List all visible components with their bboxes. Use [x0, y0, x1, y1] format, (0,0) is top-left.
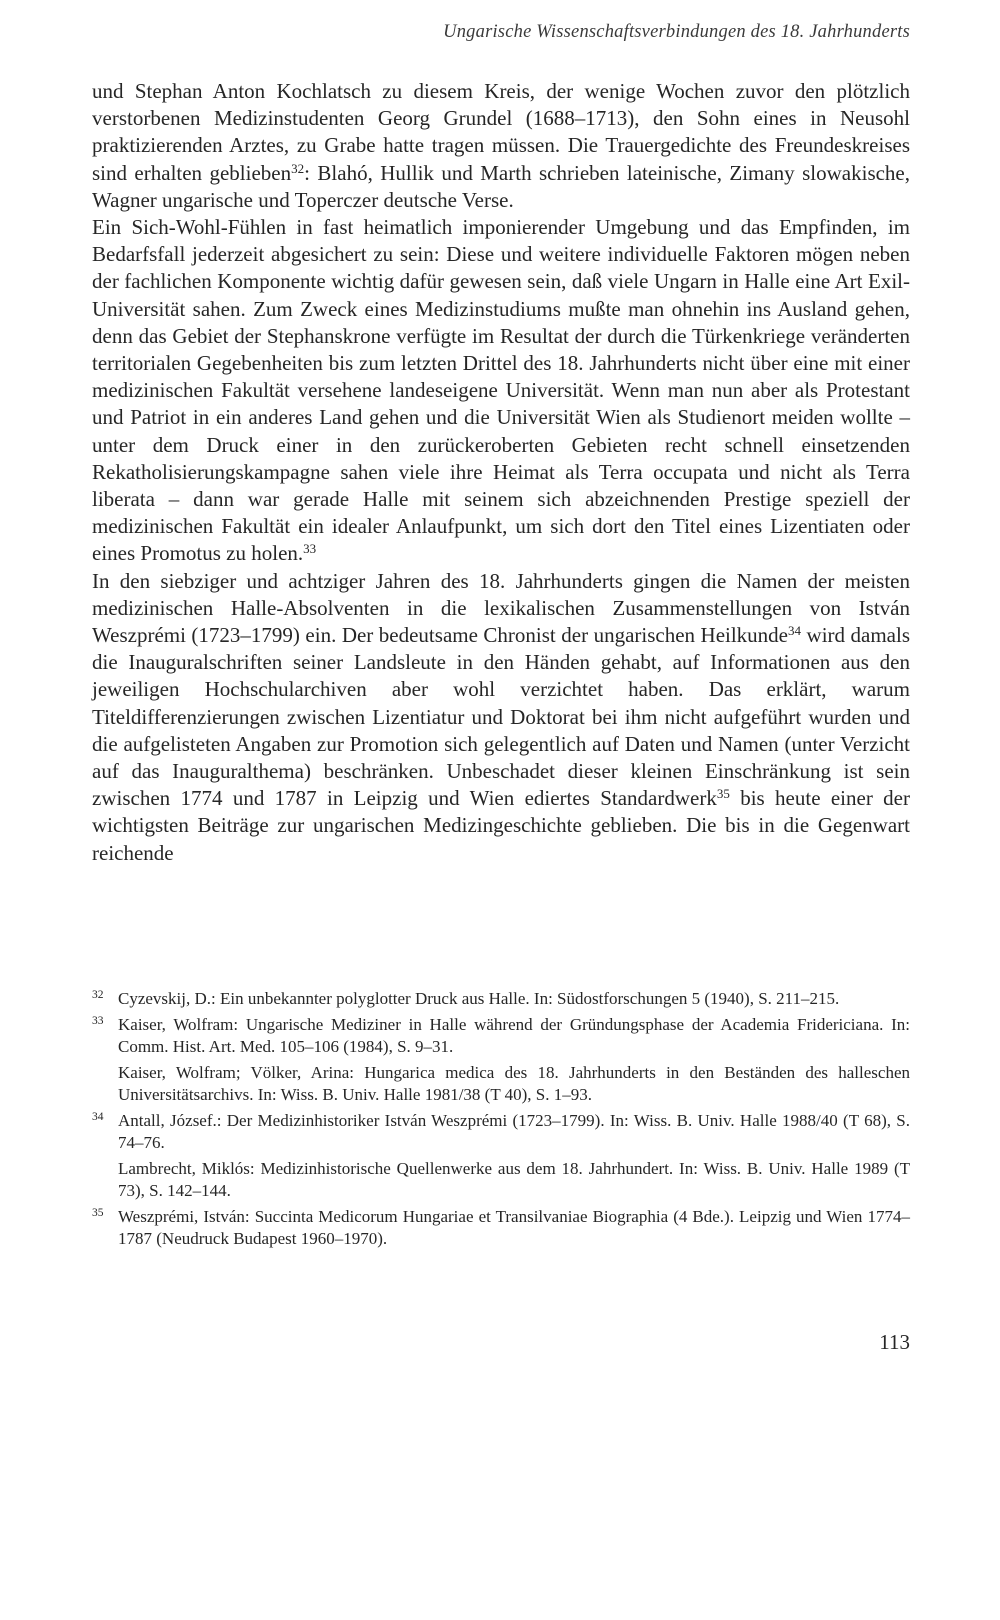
- footnote-reference: 33: [303, 541, 317, 557]
- paragraph-text: wird damals die Inauguralschriften seiner Landsleute in den Händen gehabt, auf Informationen aus den jeweiligen Hochschularchiven aber wohl verzichtet haben. Das erklärt, warum Titeldifferenzierungen zwischen Lizentiatur und Doktorat bei ihm nicht aufgeführt wurden und die aufgelisteten Angaben zur Promotion sich gelegentlich auf Daten und Namen (unter Verzicht auf das Inauguralthema) beschränken. Unbeschadet dieser kleinen Einschränkung ist sein zwischen 1774 und 1787 in Leipzig und Wien ediertes Standardwerk: [92, 623, 911, 811]
- footnote: [92, 988, 910, 1010]
- page-number: 113: [879, 1330, 910, 1354]
- paragraph: [92, 214, 910, 568]
- footnote-number: 33: [92, 1015, 104, 1027]
- footnotes: [92, 988, 910, 1254]
- footnote-entry: Kaiser, Wolfram: Ungarische Mediziner in Halle während der Gründungsphase der Academia Fridericiana. In: Comm. Hist. Art. Med. 105–106 (1984), S. 9–31.: [118, 1015, 910, 1056]
- footnote-reference: 34: [788, 622, 802, 638]
- paragraph-text: In den siebziger und achtziger Jahren des 18. Jahrhunderts gingen die Namen der meisten medizinischen Halle-Absolventen in die lexikalischen Zusammenstellungen von István Weszprémi (1723–1799) ein. Der bedeutsame Chronist der ungarischen Heilkunde: [92, 568, 910, 648]
- running-head: Ungarische Wissenschaftsverbindungen des 18. Jahrhunderts: [443, 22, 910, 42]
- paragraph-text: : Blahó, Hullik und Marth schrieben lateinische, Zimany slowakische, Wagner ungarische und Toperczer deutsche Verse.: [92, 160, 911, 212]
- footnote-number: 34: [92, 1111, 104, 1123]
- paragraph: [92, 568, 910, 867]
- paragraph-text: bis heute einer der wichtigsten Beiträge zur ungarischen Medizingeschichte geblieben. Die bis in die Gegenwart reichende: [92, 786, 910, 865]
- footnote-entry: Weszprémi, István: Succinta Medicorum Hungariae et Transilvaniae Biographia (4 Bde.). Leipzig und Wien 1774–1787 (Neudruck Budapest 1960–1970).: [118, 1207, 910, 1248]
- footnote: [92, 1014, 910, 1106]
- footnote: [92, 1206, 910, 1250]
- paragraph-text: und Stephan Anton Kochlatsch zu diesem Kreis, der wenige Wochen zuvor den plötzlich verstorbenen Medizinstudenten Georg Grundel (1688–1713), den Sohn eines in Neusohl praktizierenden Arztes, zu Grabe hatte tragen müssen. Die Trauergedichte des Freundeskreises sind erhalten geblieben: [92, 79, 910, 185]
- footnote-number: 35: [92, 1207, 104, 1219]
- footnote-reference: 35: [716, 786, 730, 802]
- footnote-entry: Antall, József.: Der Medizinhistoriker István Weszprémi (1723–1799). In: Wiss. B. Univ. Halle 1988/40 (T 68), S. 74–76.: [118, 1111, 910, 1152]
- paragraph: [92, 78, 910, 214]
- footnote-entry: Kaiser, Wolfram; Völker, Arina: Hungarica medica des 18. Jahrhunderts in den Beständen des halleschen Universitätsarchivs. In: Wiss. B. Univ. Halle 1981/38 (T 40), S. 1–93.: [118, 1063, 910, 1104]
- footnote-reference: 32: [291, 160, 305, 176]
- footnote-number: 32: [92, 989, 104, 1001]
- footnote-entry: Cyzevskij, D.: Ein unbekannter polyglotter Druck aus Halle. In: Südostforschungen 5 (1940), S. 211–215.: [118, 989, 840, 1008]
- paragraph-text: Ein Sich-Wohl-Fühlen in fast heimatlich imponierender Umgebung und das Empfinden, im Bedarfsfall jederzeit abgesichert zu sein: Diese und weitere individuelle Faktoren mögen neben der fachlichen Komponente wichtig dafür gewesen sein, daß viele Ungarn in Halle eine Art Exil-Universität sahen. Zum Zweck eines Medizinstudiums mußte man ohnehin ins Ausland gehen, denn das Gebiet der Stephanskrone verfügte im Resultat der durch die Türkenkriege veränderten territorialen Gegebenheiten bis zum letzten Drittel des 18. Jahrhunderts nicht über eine mit einer medizinischen Fakultät versehene landeseigene Universität. Wenn man nun aber als Protestant und Patriot in ein anderes Land gehen und die Universität Wien als Studienort meiden wollte – unter dem Druck einer in den zurückeroberten Gebieten recht schnell einsetzenden Rekatholisierungskampagne sahen viele ihre Heimat als Terra occupata und nicht als Terra liberata – dann war gerade Halle mit seinem sich abzeichnenden Prestige speziell der medizinischen Fakultät ein idealer Anlaufpunkt, um sich dort den Titel eines Lizentiaten oder eines Promotus zu holen.: [92, 215, 910, 566]
- body-text: [92, 78, 910, 867]
- footnote-entry: Lambrecht, Miklós: Medizinhistorische Quellenwerke aus dem 18. Jahrhundert. In: Wiss. B. Univ. Halle 1989 (T 73), S. 142–144.: [118, 1159, 910, 1200]
- footnote: [92, 1110, 910, 1202]
